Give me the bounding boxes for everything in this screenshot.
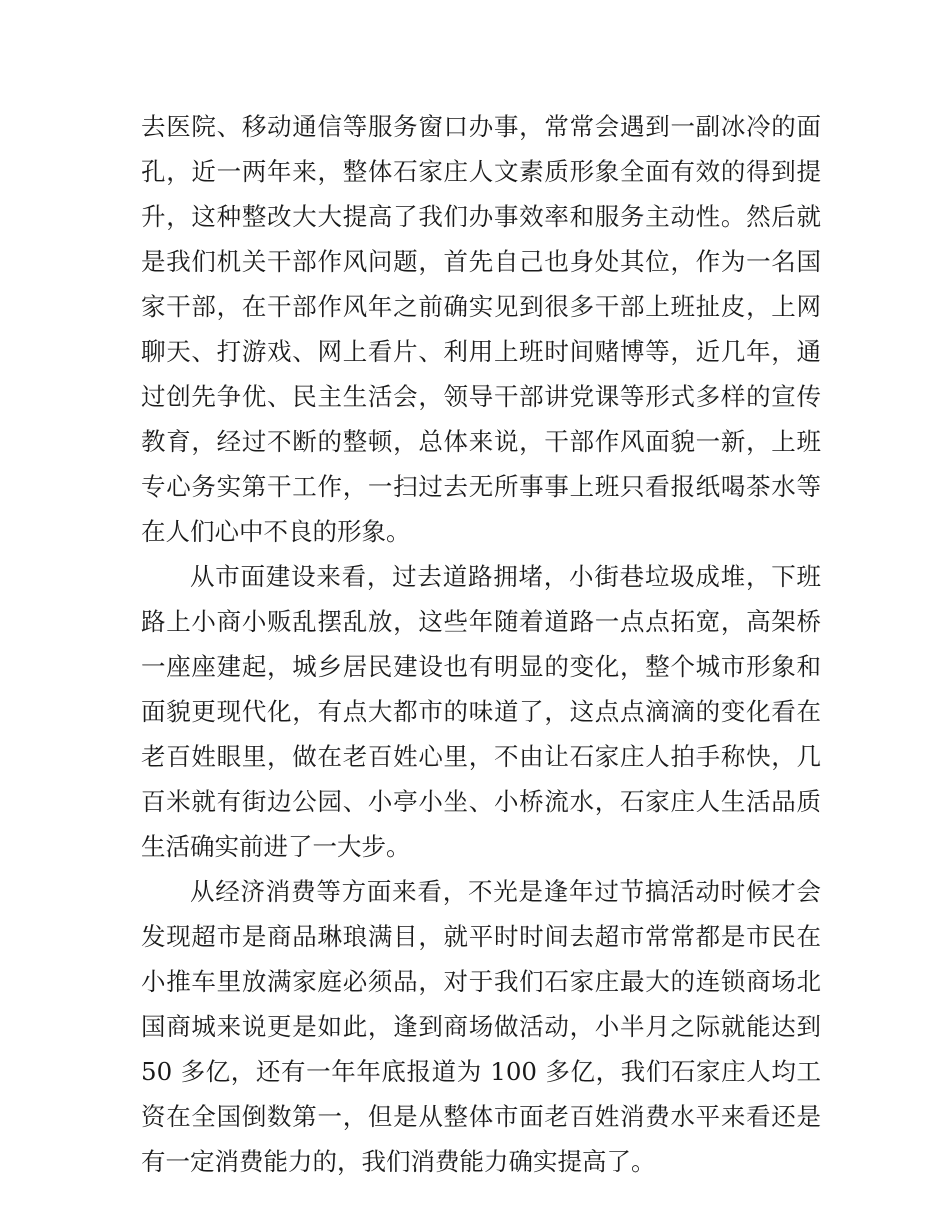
text-line: 小推车里放满家庭必须品，对于我们石家庄最大的连锁商场北 (141, 967, 821, 996)
text-line: 是我们机关干部作风问题，首先自己也身处其位，作为一名国 (141, 247, 821, 276)
text-line: 教育，经过不断的整顿，总体来说，干部作风面貌一新，上班 (141, 427, 821, 456)
text-line: 升，这种整改大大提高了我们办事效率和服务主动性。然后就 (141, 202, 821, 231)
paragraph-3 (141, 869, 821, 1184)
text-line: 面貌更现代化，有点大都市的味道了，这点点滴滴的变化看在 (141, 697, 821, 726)
text-line: 在人们心中不良的形象。 (141, 517, 411, 546)
text-line: 过创先争优、民主生活会，领导干部讲党课等形式多样的宣传 (141, 382, 821, 411)
text-line: 生活确实前进了一大步。 (141, 832, 411, 861)
paragraph-2 (141, 554, 821, 869)
text-line: 国商城来说更是如此，逢到商场做活动，小半月之际就能达到 (141, 1012, 821, 1041)
text-line: 一座座建起，城乡居民建设也有明显的变化，整个城市形象和 (141, 652, 821, 681)
text-line: 去医院、移动通信等服务窗口办事，常常会遇到一副冰冷的面 (141, 112, 821, 141)
text-line: 50 多亿，还有一年年底报道为 100 多亿，我们石家庄人均工 (141, 1057, 821, 1086)
text-line: 资在全国倒数第一，但是从整体市面老百姓消费水平来看还是 (141, 1102, 821, 1131)
text-line: 家干部，在干部作风年之前确实见到很多干部上班扯皮，上网 (141, 292, 821, 321)
text-line: 从市面建设来看，过去道路拥堵，小街巷垃圾成堆，下班 (190, 562, 821, 591)
text-line: 路上小商小贩乱摆乱放，这些年随着道路一点点拓宽，高架桥 (141, 607, 821, 636)
text-line: 老百姓眼里，做在老百姓心里，不由让石家庄人拍手称快，几 (141, 742, 821, 771)
text-line: 从经济消费等方面来看，不光是逢年过节搞活动时候才会 (190, 877, 821, 906)
document-body (141, 104, 821, 1184)
text-line: 百米就有街边公园、小亭小坐、小桥流水，石家庄人生活品质 (141, 787, 821, 816)
text-line: 专心务实第干工作，一扫过去无所事事上班只看报纸喝茶水等 (141, 472, 821, 501)
text-line: 孔，近一两年来，整体石家庄人文素质形象全面有效的得到提 (141, 157, 821, 186)
paragraph-1 (141, 104, 821, 554)
text-line: 聊天、打游戏、网上看片、利用上班时间赌博等，近几年，通 (141, 337, 821, 366)
text-line: 有一定消费能力的，我们消费能力确实提高了。 (141, 1147, 656, 1176)
text-line: 发现超市是商品琳琅满目，就平时时间去超市常常都是市民在 (141, 922, 821, 951)
